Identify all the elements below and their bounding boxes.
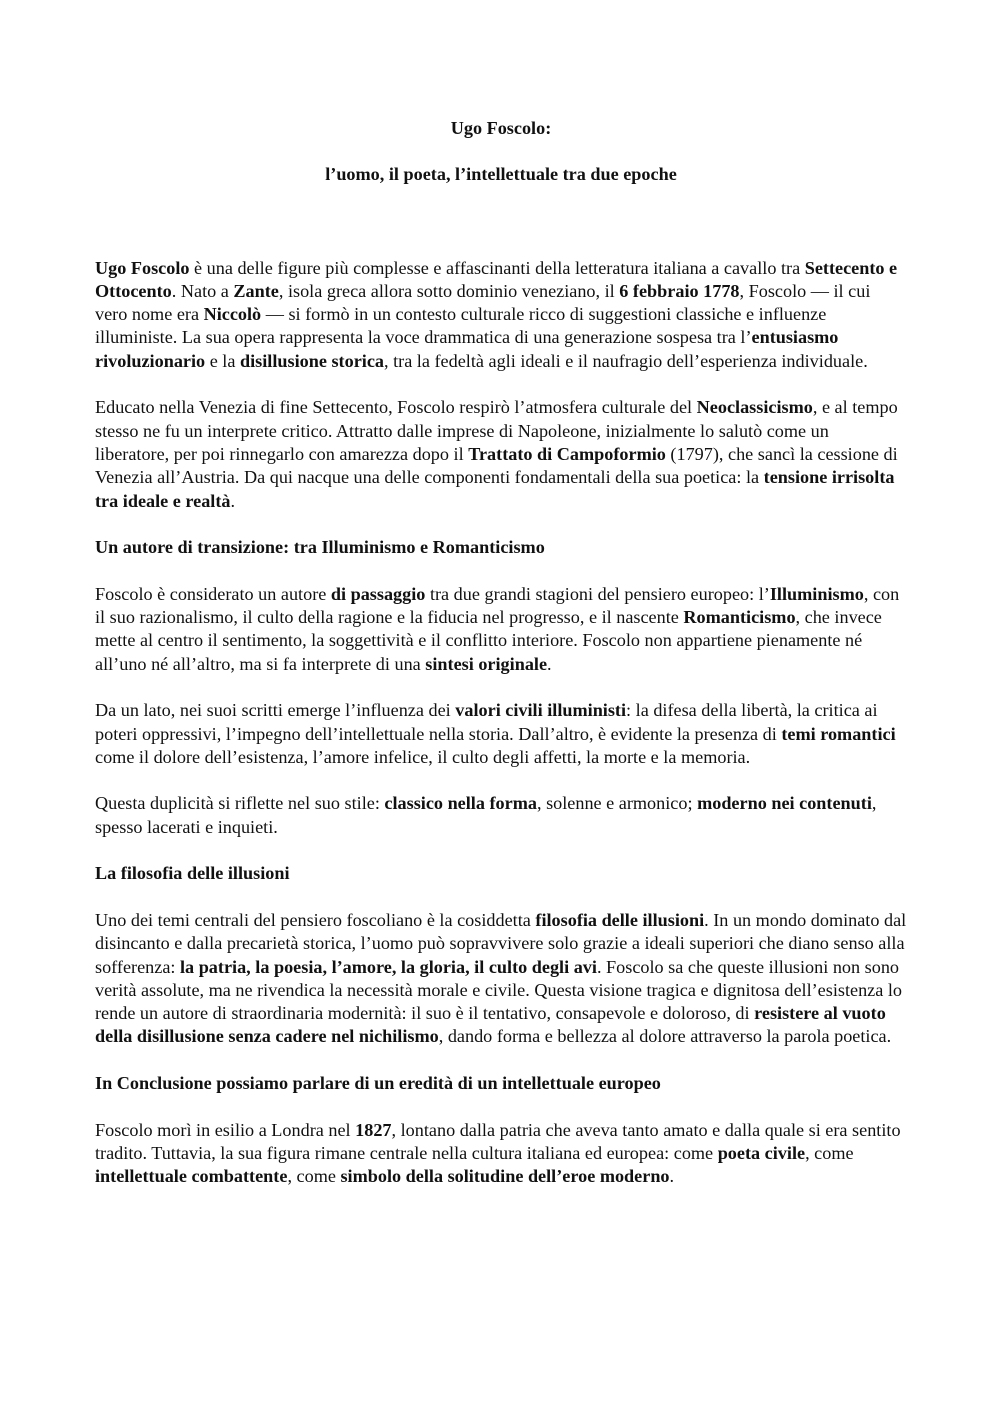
paragraph-intro (95, 257, 907, 373)
bold-text: Neoclassicismo (696, 397, 813, 418)
text-run: . (230, 490, 236, 511)
paragraph-transition-1 (95, 583, 907, 676)
paragraph-transition-2 (95, 699, 907, 769)
bold-text: di passaggio (330, 583, 426, 604)
text-run: , isola greca allora sotto dominio veneziano, il (278, 280, 620, 301)
bold-text: 1827 (355, 1119, 392, 1140)
section-heading-heading-transition (95, 536, 907, 559)
bold-text: Un autore di transizione: tra Illuminismo e Romanticismo (95, 537, 545, 558)
bold-text: Zante (233, 280, 279, 301)
text-run: . Foscolo sa che queste illusioni non sono verità assolute, ma ne rivendica la necessità morale e civile. Questa visione tragica e dignitosa dell’esistenza lo rende un autore di straordinaria modernità: il suo è il tentativo, consapevole e doloroso, di (95, 956, 903, 1024)
text-run: , con il suo razionalismo, il culto della ragione e la fiducia nel progresso, e il nascente (95, 583, 900, 628)
text-run: , tra la fedeltà agli ideali e il naufragio dell’esperienza individuale. (383, 350, 868, 371)
bold-text: valori civili illuministi (455, 700, 627, 721)
text-run: , solenne e armonico; (536, 793, 698, 814)
section-heading-heading-conclusion (95, 1072, 907, 1095)
bold-text: entusiasmo rivoluzionario (95, 327, 839, 371)
text-run: Questa duplicità si riflette nel suo stile: (95, 793, 385, 814)
paragraph-education (95, 396, 907, 512)
bold-text: temi romantici (781, 723, 896, 744)
text-run: , spesso lacerati e inquieti. (95, 793, 877, 837)
bold-text: classico nella forma (384, 793, 537, 814)
bold-text: disillusione storica (239, 350, 384, 371)
paragraph-conclusion (95, 1119, 907, 1189)
bold-text: resistere al vuoto della disillusione senza cadere nel nichilismo (95, 1003, 886, 1047)
paragraph-illusions (95, 909, 907, 1049)
text-run: . (547, 653, 552, 674)
text-run: , lontano dalla patria che aveva tanto amato e dalla quale si era sentito tradito. Tuttavia, la sua figura rimane centrale nella cultura italiana ed europea: come (95, 1119, 901, 1163)
text-run: : la difesa della libertà, la critica ai poteri oppressivi, l’impegno dell’intellettuale nella storia. Dall’altro, è evidente la presenza di (95, 700, 878, 744)
text-run: , che invece mette al centro il sentimento, la soggettività e il conflitto interiore. Foscolo non appartiene pienamente né all’uno né all’altro, ma si fa interprete di una (95, 607, 882, 674)
text-run: Uno dei temi centrali del pensiero foscoliano è la cosiddetta (95, 909, 536, 930)
bold-text: In Conclusione possiamo parlare di un eredità di un intellettuale europeo (95, 1072, 661, 1093)
text-run: , come (805, 1142, 854, 1163)
text-run: Educato nella Venezia di fine Settecento, Foscolo respirò l’atmosfera culturale del (95, 397, 697, 418)
text-run: , e al tempo stesso ne fu un interprete critico. Attratto dalle imprese di Napoleone, inizialmente lo salutò come un liberatore, per poi rinnegarlo con amarezza dopo il (95, 397, 898, 464)
document-subtitle: l’uomo, il poeta, l’intellettuale tra due epoche (325, 164, 677, 185)
bold-text: la patria, la poesia, l’amore, la gloria, il culto degli avi (180, 956, 597, 977)
text-run: , come (287, 1166, 341, 1187)
text-run: Foscolo è considerato un autore (95, 583, 331, 604)
text-run: — si formò in un contesto culturale ricco di suggestioni classiche e influenze illuministe. La sua opera rappresenta la voce drammatica di una generazione sospesa tra l’ (95, 304, 827, 348)
text-run: Da un lato, nei suoi scritti emerge l’influenza dei (95, 700, 456, 721)
text-run: . (669, 1166, 675, 1187)
text-run: Foscolo morì in esilio a Londra nel (95, 1119, 356, 1140)
text-run: è una delle figure più complesse e affascinanti della letteratura italiana a cavallo tra (189, 257, 805, 278)
text-run: . In un mondo dominato dal disincanto e dalla precarietà storica, l’uomo può sopravvivere solo grazie a ideali superiori che diano senso alla sofferenza: (95, 909, 907, 977)
text-run: tra due grandi stagioni del pensiero europeo: l’ (425, 583, 770, 604)
bold-text: moderno nei contenuti (697, 793, 872, 814)
text-run: , dando forma e bellezza al dolore attraverso la parola poetica. (438, 1026, 892, 1047)
section-heading-heading-illusions (95, 862, 907, 885)
text-run: , Foscolo — il cui vero nome era (95, 280, 871, 325)
bold-text: Ugo Foscolo (95, 257, 190, 278)
bold-text: Romanticismo (683, 607, 796, 628)
bold-text: sintesi originale (425, 653, 548, 674)
text-run: . Nato a (171, 280, 234, 301)
bold-text: 6 febbraio 1778 (619, 280, 740, 301)
bold-text: Illuminismo (769, 583, 864, 604)
bold-text: Settecento e Ottocento (95, 257, 898, 301)
bold-text: filosofia delle illusioni (535, 909, 705, 930)
bold-text: tensione irrisolta tra ideale e realtà (95, 467, 895, 511)
bold-text: Trattato di Campoformio (468, 443, 666, 464)
text-run: e la (205, 350, 240, 371)
paragraph-transition-3 (95, 792, 907, 839)
bold-text: intellettuale combattente (95, 1166, 288, 1187)
bold-text: simbolo della solitudine dell’eroe moderno (340, 1166, 670, 1187)
bold-text: poeta civile (717, 1142, 806, 1163)
document-body (95, 257, 907, 1189)
text-run: (1797), che sancì la cessione di Venezia all’Austria. Da qui nacque una delle componenti fondamentali della sua poetica: la (95, 443, 898, 488)
document-content (95, 117, 907, 1212)
bold-text: La filosofia delle illusioni (95, 863, 290, 884)
text-run: come il dolore dell’esistenza, l’amore infelice, il culto degli affetti, la morte e la memoria. (95, 746, 751, 767)
bold-text: Niccolò (203, 304, 262, 325)
document-title: Ugo Foscolo: (450, 118, 552, 138)
